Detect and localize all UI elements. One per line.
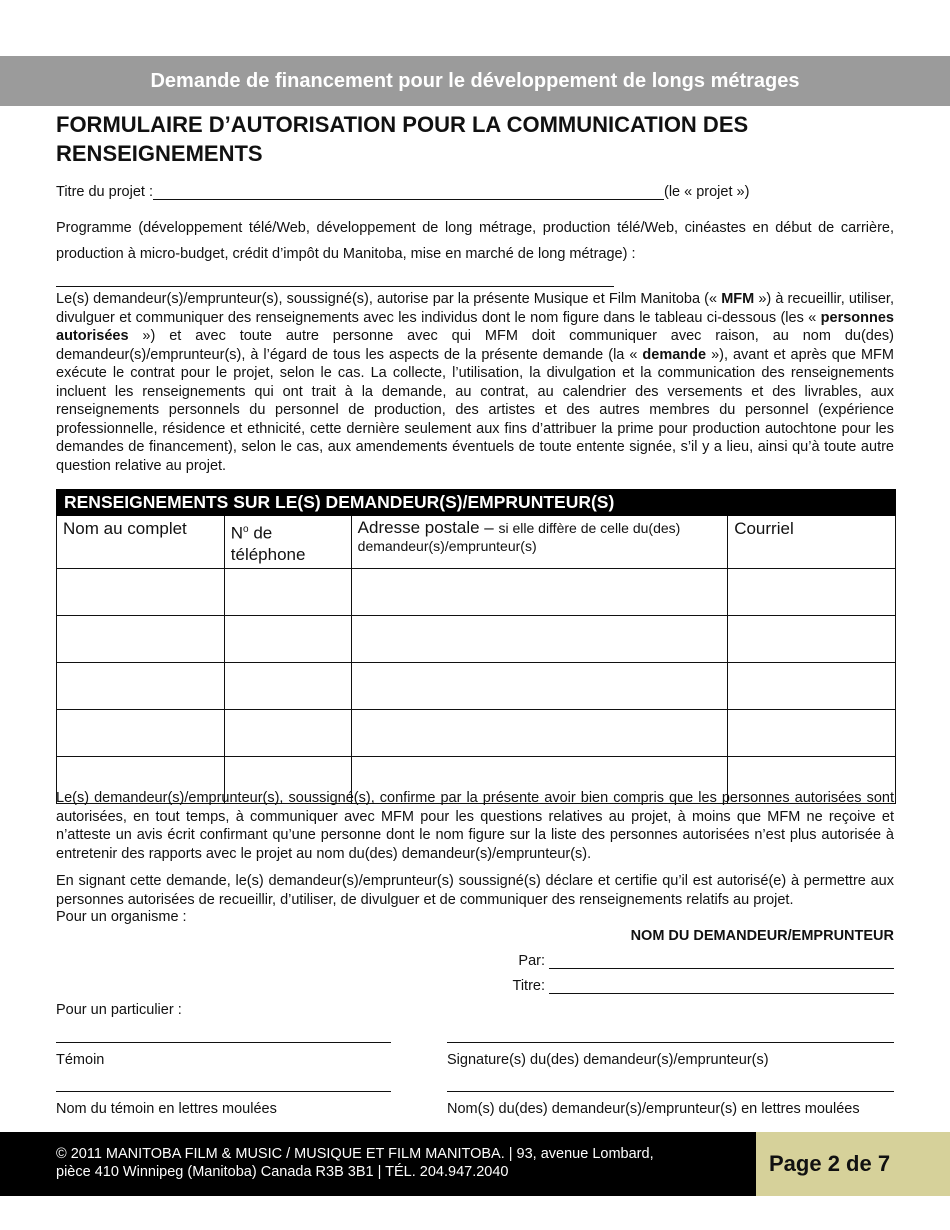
project-title-label: Titre du projet :: [56, 184, 153, 200]
by-label: Par:: [518, 953, 545, 969]
address-cell[interactable]: [351, 709, 728, 756]
form-title: FORMULAIRE D’AUTORISATION POUR LA COMMUNICATION DES RENSEIGNEMENTS: [56, 112, 749, 166]
project-title-suffix: (le « projet »): [663, 184, 750, 200]
col-address-note: si elle diffère de celle du(des) demandeur(s)/emprunteur(s): [357, 520, 681, 554]
applicant-table: [56, 489, 896, 804]
name-cell[interactable]: [57, 615, 225, 662]
individual-label: Pour un particulier :: [56, 1002, 182, 1018]
phone-cell[interactable]: [224, 709, 351, 756]
signatures-label: Signature(s) du(des) demandeur(s)/emprunteur(s): [447, 1052, 769, 1068]
name-cell[interactable]: [57, 568, 225, 615]
page-number: Page 2 de 7: [756, 1132, 950, 1196]
address-cell[interactable]: [351, 662, 728, 709]
footer-copyright: [56, 1145, 654, 1181]
project-title-row: [56, 184, 749, 200]
auth-part-2: ») à recueillir, utiliser, divulguer et communiquer des renseignements avec les individus dont le nom figure dans le tableau ci-dessous (les «: [56, 291, 894, 326]
authorization-text: [56, 290, 894, 475]
name-cell[interactable]: [57, 709, 225, 756]
program-field[interactable]: [56, 286, 614, 287]
confirmation-text: Le(s) demandeur(s)/emprunteur(s), soussigné(s), confirme par la présente avoir bien compris que les personnes autorisées sont autorisées, en tout temps, à communiquer avec MFM pour les questions relatives au projet, à moins que MFM ne reçoive et n’atteste un avis écrit confirmant qu’une personne dont le nom figure sur la liste des personnes autorisées n’est plus autorisée à entretenir des rapports avec le projet au nom du(des) demandeur(s)/emprunteur(s).: [56, 790, 894, 862]
program-text: Programme (développement télé/Web, développement de long métrage, production télé/Web, cinéastes en début de carrière, production à micro-budget, crédit d’impôt du Manitoba, mise en marché de long métrage) :: [56, 220, 894, 262]
col-phone-sup: o: [243, 524, 249, 535]
applicant-names-field[interactable]: [447, 1091, 894, 1092]
auth-authorized-persons: personnes autorisées: [56, 309, 894, 344]
auth-part-1: Le(s) demandeur(s)/emprunteur(s), soussigné(s), autorise par la présente Musique et Film Manitoba («: [56, 291, 722, 307]
name-cell[interactable]: [57, 662, 225, 709]
col-phone-rest: de téléphone: [230, 523, 306, 564]
col-phone-header: [224, 516, 351, 569]
applicant-names-label: Nom(s) du(des) demandeur(s)/emprunteur(s) en lettres moulées: [447, 1101, 860, 1117]
footer-line-1: © 2011 MANITOBA FILM & MUSIC / MUSIQUE ET FILM MANITOBA. | 93, avenue Lombard,: [56, 1146, 654, 1162]
signing-text: En signant cette demande, le(s) demandeur(s)/emprunteur(s) soussigné(s) déclare et certifie qu’il est autorisé(e) à permettre aux personnes autorisées de recueillir, d’utiliser, de divulguer et de communiquer des renseignements relatifs au projet.: [56, 873, 894, 908]
table-row: [57, 615, 896, 662]
witness-name-label: Nom du témoin en lettres moulées: [56, 1101, 277, 1117]
footer: [0, 1132, 756, 1196]
auth-request: demande: [642, 346, 707, 363]
email-cell[interactable]: [728, 709, 896, 756]
witness-name-field[interactable]: [56, 1091, 391, 1092]
title-label: Titre:: [512, 978, 545, 994]
table-title: RENSEIGNEMENTS SUR LE(S) DEMANDEUR(S)/EMPRUNTEUR(S): [57, 490, 896, 516]
applicant-name-heading: NOM DU DEMANDEUR/EMPRUNTEUR: [630, 928, 894, 944]
phone-cell[interactable]: [224, 615, 351, 662]
col-name-header: Nom au complet: [57, 516, 225, 569]
table-row: [57, 662, 896, 709]
col-address-header: [351, 516, 728, 569]
table-row: [57, 709, 896, 756]
address-cell[interactable]: [351, 615, 728, 662]
col-email-header: Courriel: [728, 516, 896, 569]
col-phone-n: N: [230, 523, 244, 543]
phone-cell[interactable]: [224, 568, 351, 615]
auth-part-3: ») et avec toute autre personne avec qui MFM doit communiquer avec raison, au nom du(des) demandeur(s)/emprunteur(s), à l’égard de tous les aspects de la présente demande (la «: [56, 328, 894, 363]
witness-signature-field[interactable]: [56, 1042, 391, 1043]
applicant-signature-field[interactable]: [447, 1042, 894, 1043]
header-banner: Demande de financement pour le développement de longs métrages: [0, 56, 950, 106]
email-cell[interactable]: [728, 568, 896, 615]
organization-label: Pour un organisme :: [56, 909, 187, 925]
col-address-main: Adresse postale –: [357, 518, 499, 537]
email-cell[interactable]: [728, 615, 896, 662]
email-cell[interactable]: [728, 662, 896, 709]
witness-label: Témoin: [56, 1052, 105, 1068]
table-row: [57, 568, 896, 615]
auth-part-4: »), avant et après que MFM exécute le contrat pour le projet, selon le cas. La collecte, l’utilisation, la divulgation et la communication des renseignements incluent les renseignements qui ont trait à la demande, au contrat, au calendrier des versements et des livrables, aux renseignements personnels du personnel de production, des artistes et des autres membres du personnel (expérience professionnelle, résidence et ethnicité, cette dernière seulement aux fins d’attribuer la prime pour production autochtone pour les demandes de financement), selon le cas, aux amendements éventuels de toute entente signée, s’il y a lieu, ainsi qu’à toute autre question relative au projet.: [56, 346, 894, 474]
by-field[interactable]: [549, 968, 894, 969]
address-cell[interactable]: [351, 568, 728, 615]
footer-line-2: pièce 410 Winnipeg (Manitoba) Canada R3B 3B1 | TÉL. 204.947.2040: [56, 1164, 509, 1180]
project-title-field[interactable]: [153, 184, 664, 200]
auth-mfm: MFM: [721, 291, 755, 307]
phone-cell[interactable]: [224, 662, 351, 709]
title-field[interactable]: [549, 993, 894, 994]
